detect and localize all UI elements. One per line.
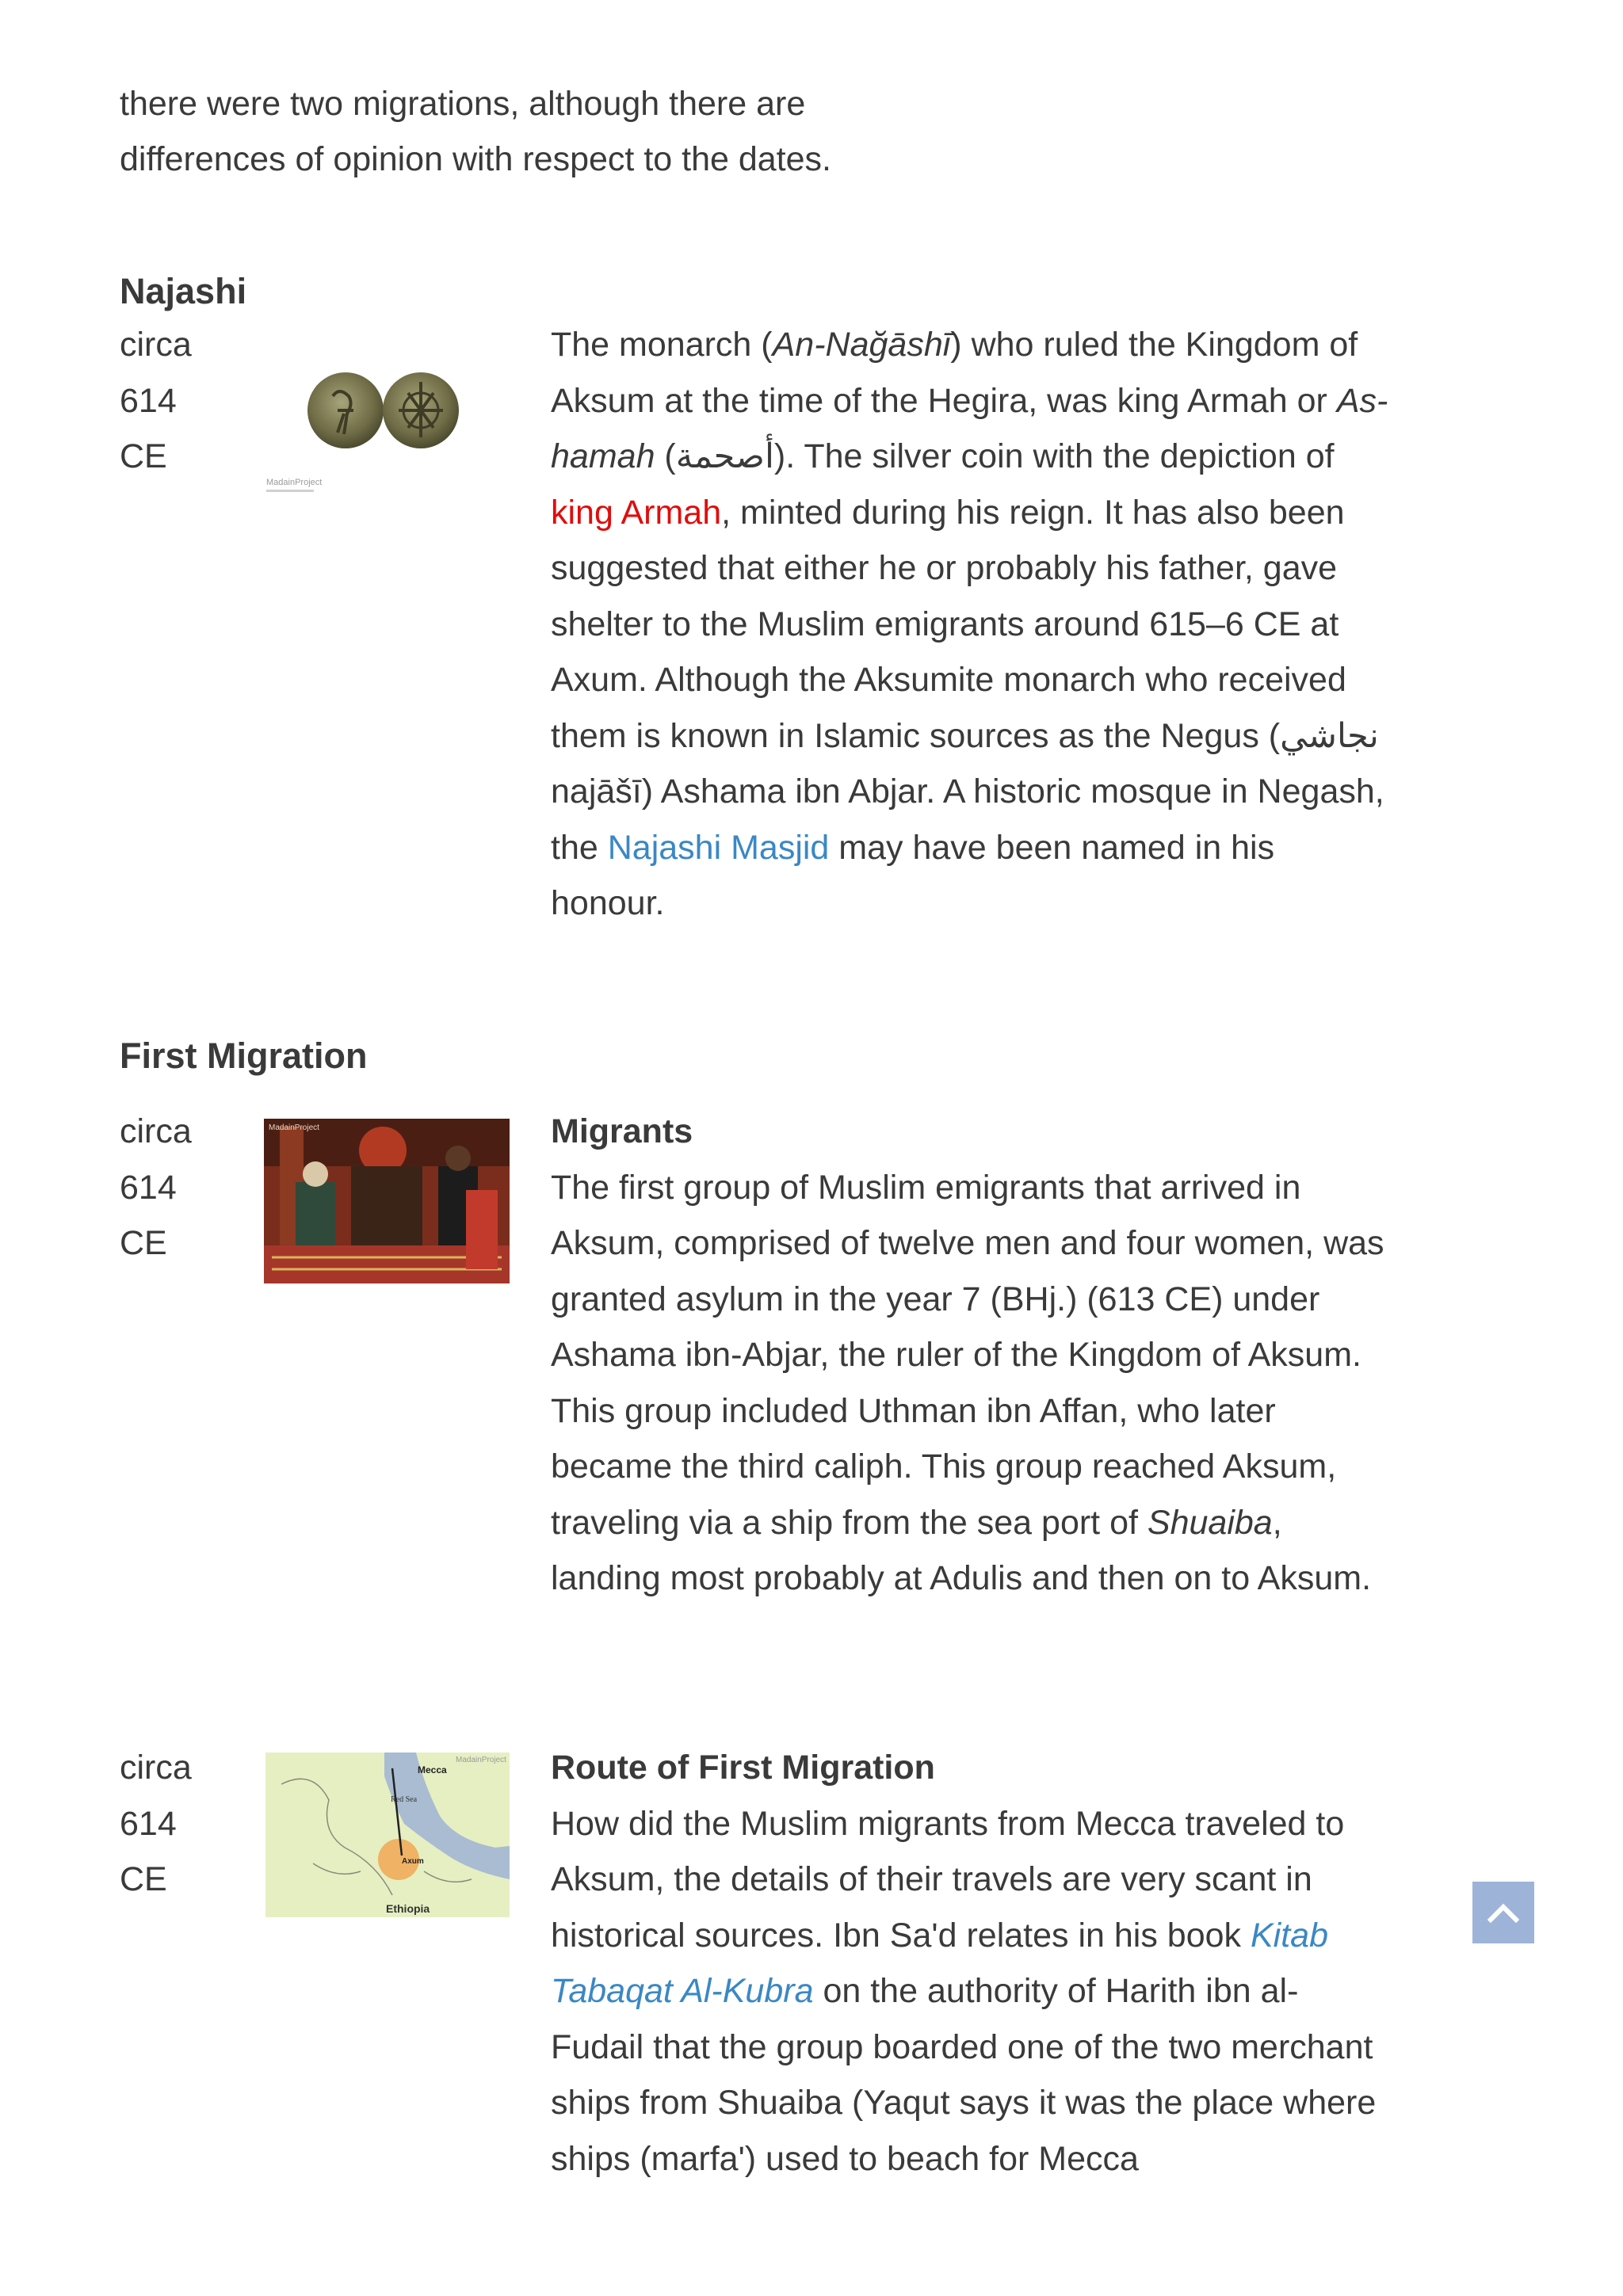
painting-watermark: MadainProject (269, 1123, 319, 1132)
entry-title-migrants: Migrants (551, 1112, 693, 1150)
date-circa: circa (120, 1112, 192, 1150)
link-najashi-masjid[interactable]: Najashi Masjid (607, 828, 830, 867)
section-heading-first-migration: First Migration (120, 1035, 368, 1076)
entry-title-route: Route of First Migration (551, 1749, 935, 1787)
date-era: CE (120, 437, 167, 475)
map-label-red-sea: Red Sea (391, 1795, 418, 1804)
timeline-date (120, 317, 215, 485)
intro-paragraph (120, 76, 912, 187)
route-map-thumbnail[interactable] (265, 1753, 510, 1917)
chevron-up-icon (1487, 1902, 1519, 1923)
date-year: 614 (120, 381, 177, 420)
map-label-axum: Axum (402, 1857, 424, 1866)
link-king-armah[interactable]: king Armah (551, 493, 722, 532)
term-shuaiba: Shuaiba (1147, 1503, 1273, 1542)
term-an-nagashi: An-Nağāshī (772, 326, 951, 364)
date-year: 614 (120, 1804, 177, 1843)
coin-thumbnail[interactable] (262, 364, 475, 499)
link-kitab-tabaqat[interactable]: Kitab Tabaqat Al-Kubra (551, 1916, 1329, 2010)
coin-image-icon (262, 364, 475, 499)
timeline-date (120, 1104, 215, 1272)
date-year: 614 (120, 1168, 177, 1207)
date-era: CE (120, 1860, 167, 1898)
map-watermark: MadainProject (456, 1756, 506, 1764)
najashi-description: The monarch (An-Nağāshī) who ruled the Kingdom of Aksum at the time of the Hegira, was king Armah or As-hamah (أصحمة). The silver coin with the depiction of king Armah, minted during his reign. It has also been suggested that either he or probably his father, gave shelter to the Muslim emigrants around 615–6 CE at Axum. Although the Aksumite monarch who received them is known in Islamic sources as the Negus (نجاشي najāšī) Ashama ibn Abjar. A historic mosque in Negash, the Najashi Masjid may have been named in his honour. (551, 326, 1388, 922)
date-circa: circa (120, 326, 192, 364)
migrants-description: Migrants The first group of Muslim emigrants that arrived in Aksum, comprised of twelve men and four women, was granted asylum in the year 7 (BHj.) (613 CE) under Ashama ibn-Abjar, the ruler of the Kingdom of Aksum. This group included Uthman ibn Affan, who later became the third caliph. This group reached Aksum, traveling via a ship from the sea port of Shuaiba, landing most probably at Adulis and then on to Aksum. (551, 1104, 1391, 1607)
map-label-mecca: Mecca (418, 1764, 447, 1775)
intro-line-2: differences of opinion with respect to the dates. (120, 140, 831, 178)
section-heading-najashi: Najashi (120, 271, 247, 311)
term-as-hamah: As-hamah (551, 381, 1388, 475)
migrants-painting-thumbnail[interactable] (264, 1119, 510, 1283)
date-era: CE (120, 1224, 167, 1262)
map-label-ethiopia: Ethiopia (386, 1902, 430, 1915)
coin-watermark: MadainProject (266, 478, 323, 487)
route-description: Route of First Migration How did the Muslim migrants from Mecca traveled to Aksum, the details of their travels are very scant in historical sources. Ibn Sa'd relates in his book Kitab Tabaqat Al-Kubra on the authority of Harith ibn al-Fudail that the group boarded one of the two merchant ships from Shuaiba (Yaqut says it was the place where ships (marfa') used to beach for Mecca (551, 1740, 1391, 2187)
route-map-icon (265, 1753, 510, 1917)
painting-image-icon (264, 1119, 510, 1283)
intro-line-1: there were two migrations, although there are (120, 85, 806, 123)
date-circa: circa (120, 1749, 192, 1787)
timeline-date (120, 1740, 215, 1908)
back-to-top-button[interactable] (1472, 1882, 1534, 1943)
